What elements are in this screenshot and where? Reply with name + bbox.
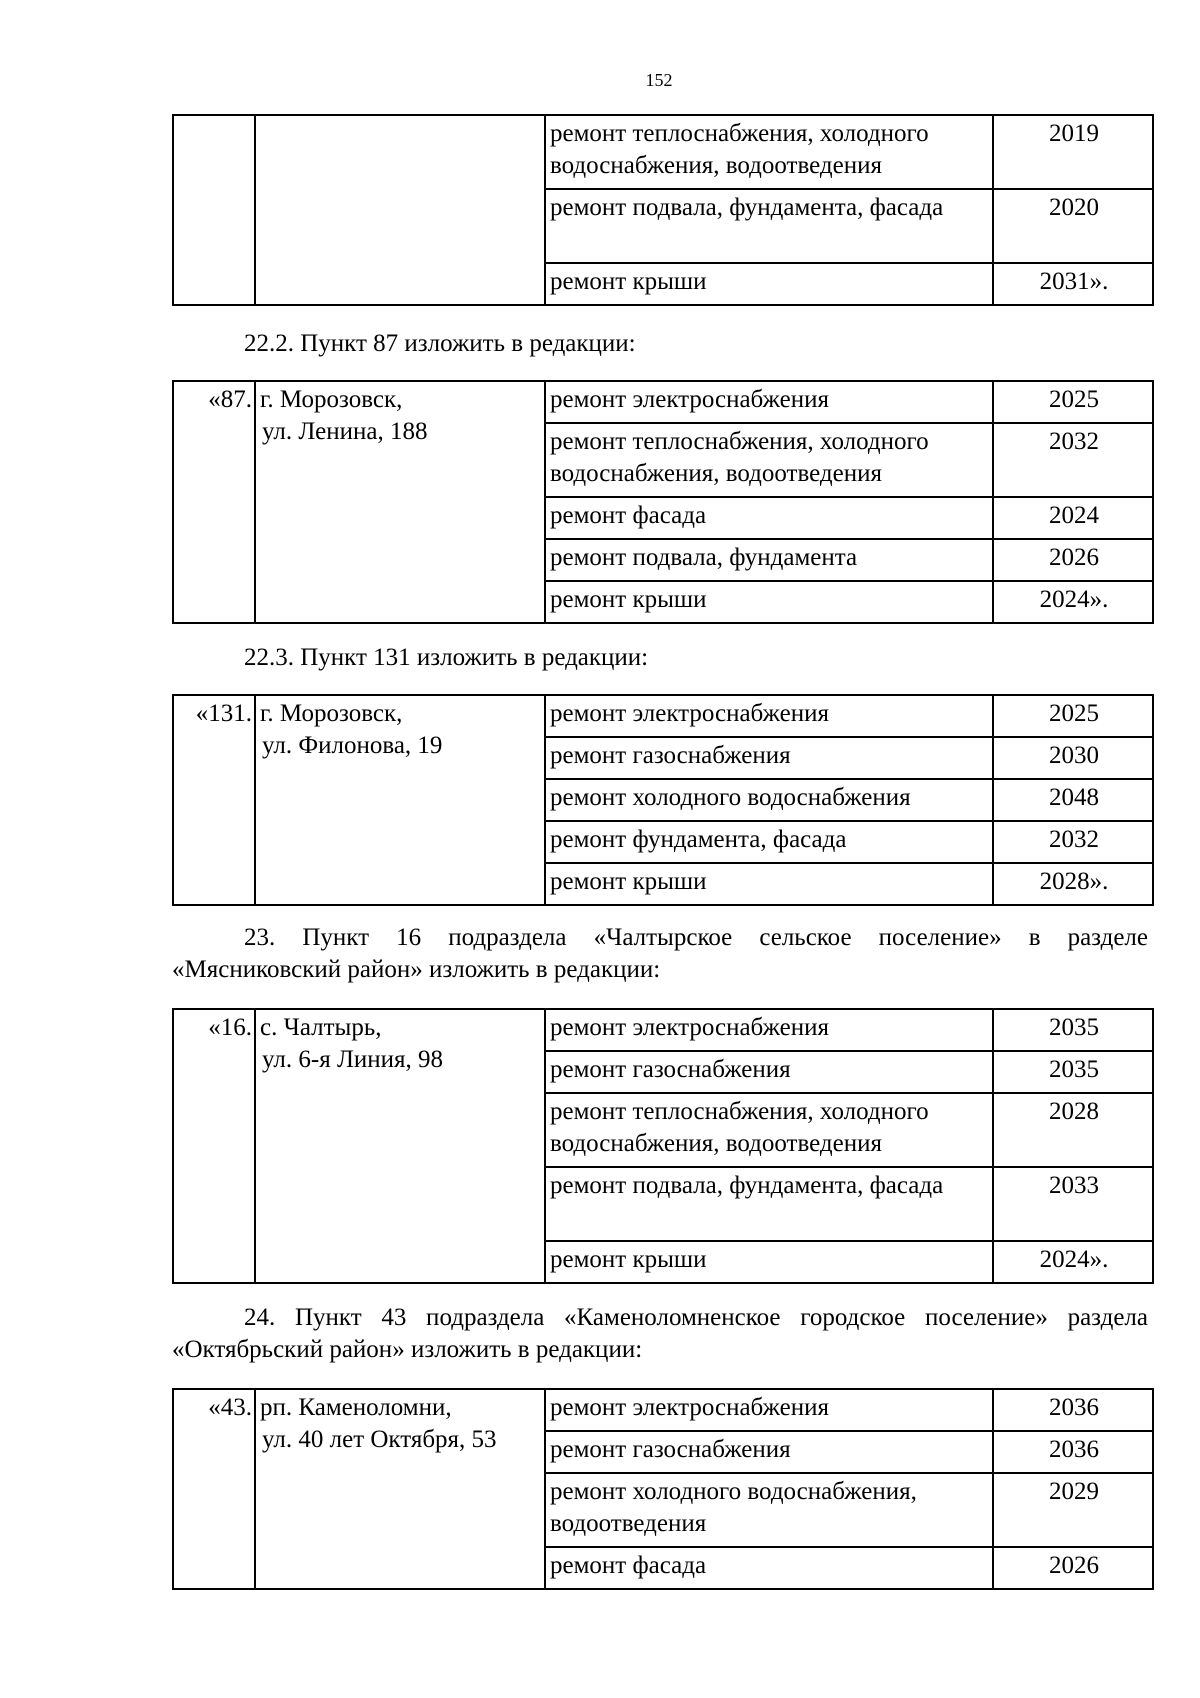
- year-cell: 2031».: [993, 263, 1153, 305]
- year-cell: 2020: [993, 189, 1153, 263]
- work-cell: ремонт фундамента, фасада: [545, 821, 993, 863]
- address-line: ул. 6-я Линия, 98: [262, 1046, 444, 1073]
- work-cell: ремонт теплоснабжения, холодного водоснабжения, водоотведения: [545, 423, 993, 497]
- address-line: г. Морозовск,: [260, 386, 403, 413]
- table-row: [173, 695, 1153, 737]
- year-cell: 2024».: [993, 1241, 1153, 1283]
- year-cell: 2019: [993, 115, 1153, 189]
- work-cell: ремонт фасада: [545, 1547, 993, 1589]
- year-cell: 2030: [993, 737, 1153, 779]
- year-cell: 2029: [993, 1473, 1153, 1547]
- table-row: [173, 1009, 1153, 1051]
- year-cell: 2032: [993, 423, 1153, 497]
- year-cell: 2036: [993, 1431, 1153, 1473]
- year-cell: 2025: [993, 381, 1153, 423]
- paragraph-22-3: 22.3. Пункт 131 изложить в редакции:: [244, 644, 649, 671]
- item-number: «16.: [173, 1009, 255, 1283]
- year-cell: 2026: [993, 1547, 1153, 1589]
- paragraph-23: 23. Пункт 16 подраздела «Чалтырское сельское поселение» в разделе «Мясниковский район» изложить в редакции:: [172, 924, 1148, 983]
- paragraph-24: 24. Пункт 43 подраздела «Каменоломненское городское поселение» раздела «Октябрьский район» изложить в редакции:: [172, 1304, 1148, 1363]
- address-line: ул. Ленина, 188: [262, 418, 428, 445]
- work-cell: ремонт крыши: [545, 581, 993, 623]
- address-cell: [255, 381, 545, 623]
- table-item-43: [172, 1388, 1154, 1590]
- work-cell: ремонт электроснабжения: [545, 381, 993, 423]
- work-cell: ремонт крыши: [545, 263, 993, 305]
- year-cell: 2024: [993, 497, 1153, 539]
- year-cell: 2032: [993, 821, 1153, 863]
- page-number: 152: [645, 70, 673, 90]
- work-cell: ремонт крыши: [545, 1241, 993, 1283]
- year-cell: 2026: [993, 539, 1153, 581]
- work-cell: ремонт газоснабжения: [545, 737, 993, 779]
- work-cell: ремонт холодного водоснабжения: [545, 779, 993, 821]
- work-cell: ремонт газоснабжения: [545, 1431, 993, 1473]
- address-cell: [255, 1009, 545, 1283]
- work-cell: ремонт подвала, фундамента: [545, 539, 993, 581]
- table-item-87: [172, 380, 1154, 624]
- work-cell: ремонт теплоснабжения, холодного водоснабжения, водоотведения: [545, 1093, 993, 1167]
- table-row: [173, 381, 1153, 423]
- work-cell: ремонт крыши: [545, 863, 993, 905]
- work-cell: ремонт электроснабжения: [545, 695, 993, 737]
- year-cell: 2028».: [993, 863, 1153, 905]
- address-line: ул. 40 лет Октября, 53: [262, 1426, 497, 1453]
- work-cell: ремонт электроснабжения: [545, 1389, 993, 1431]
- address-line: рп. Каменоломни,: [260, 1394, 452, 1421]
- address-line: с. Чалтырь,: [260, 1014, 382, 1041]
- address-cell: [255, 695, 545, 905]
- work-cell: ремонт газоснабжения: [545, 1051, 993, 1093]
- year-cell: 2035: [993, 1009, 1153, 1051]
- address-line: г. Морозовск,: [260, 700, 403, 727]
- work-cell: ремонт подвала, фундамента, фасада: [545, 1167, 993, 1241]
- year-cell: 2035: [993, 1051, 1153, 1093]
- paragraph-22-2: 22.2. Пункт 87 изложить в редакции:: [244, 330, 636, 357]
- item-number: [173, 115, 255, 305]
- item-number: «131.: [173, 695, 255, 905]
- work-cell: ремонт холодного водоснабжения, водоотведения: [545, 1473, 993, 1547]
- table-item-16: [172, 1008, 1154, 1284]
- work-cell: ремонт фасада: [545, 497, 993, 539]
- table-continuation: [172, 114, 1154, 306]
- table-row: [173, 115, 1153, 189]
- year-cell: 2048: [993, 779, 1153, 821]
- year-cell: 2036: [993, 1389, 1153, 1431]
- address-cell: [255, 115, 545, 305]
- year-cell: 2033: [993, 1167, 1153, 1241]
- year-cell: 2024».: [993, 581, 1153, 623]
- work-cell: ремонт теплоснабжения, холодного водоснабжения, водоотведения: [545, 115, 993, 189]
- year-cell: 2028: [993, 1093, 1153, 1167]
- item-number: «43.: [173, 1389, 255, 1589]
- table-item-131: [172, 694, 1154, 906]
- table-row: [173, 1389, 1153, 1431]
- work-cell: ремонт подвала, фундамента, фасада: [545, 189, 993, 263]
- item-number: «87.: [173, 381, 255, 623]
- address-line: ул. Филонова, 19: [262, 732, 443, 759]
- work-cell: ремонт электроснабжения: [545, 1009, 993, 1051]
- year-cell: 2025: [993, 695, 1153, 737]
- address-cell: [255, 1389, 545, 1589]
